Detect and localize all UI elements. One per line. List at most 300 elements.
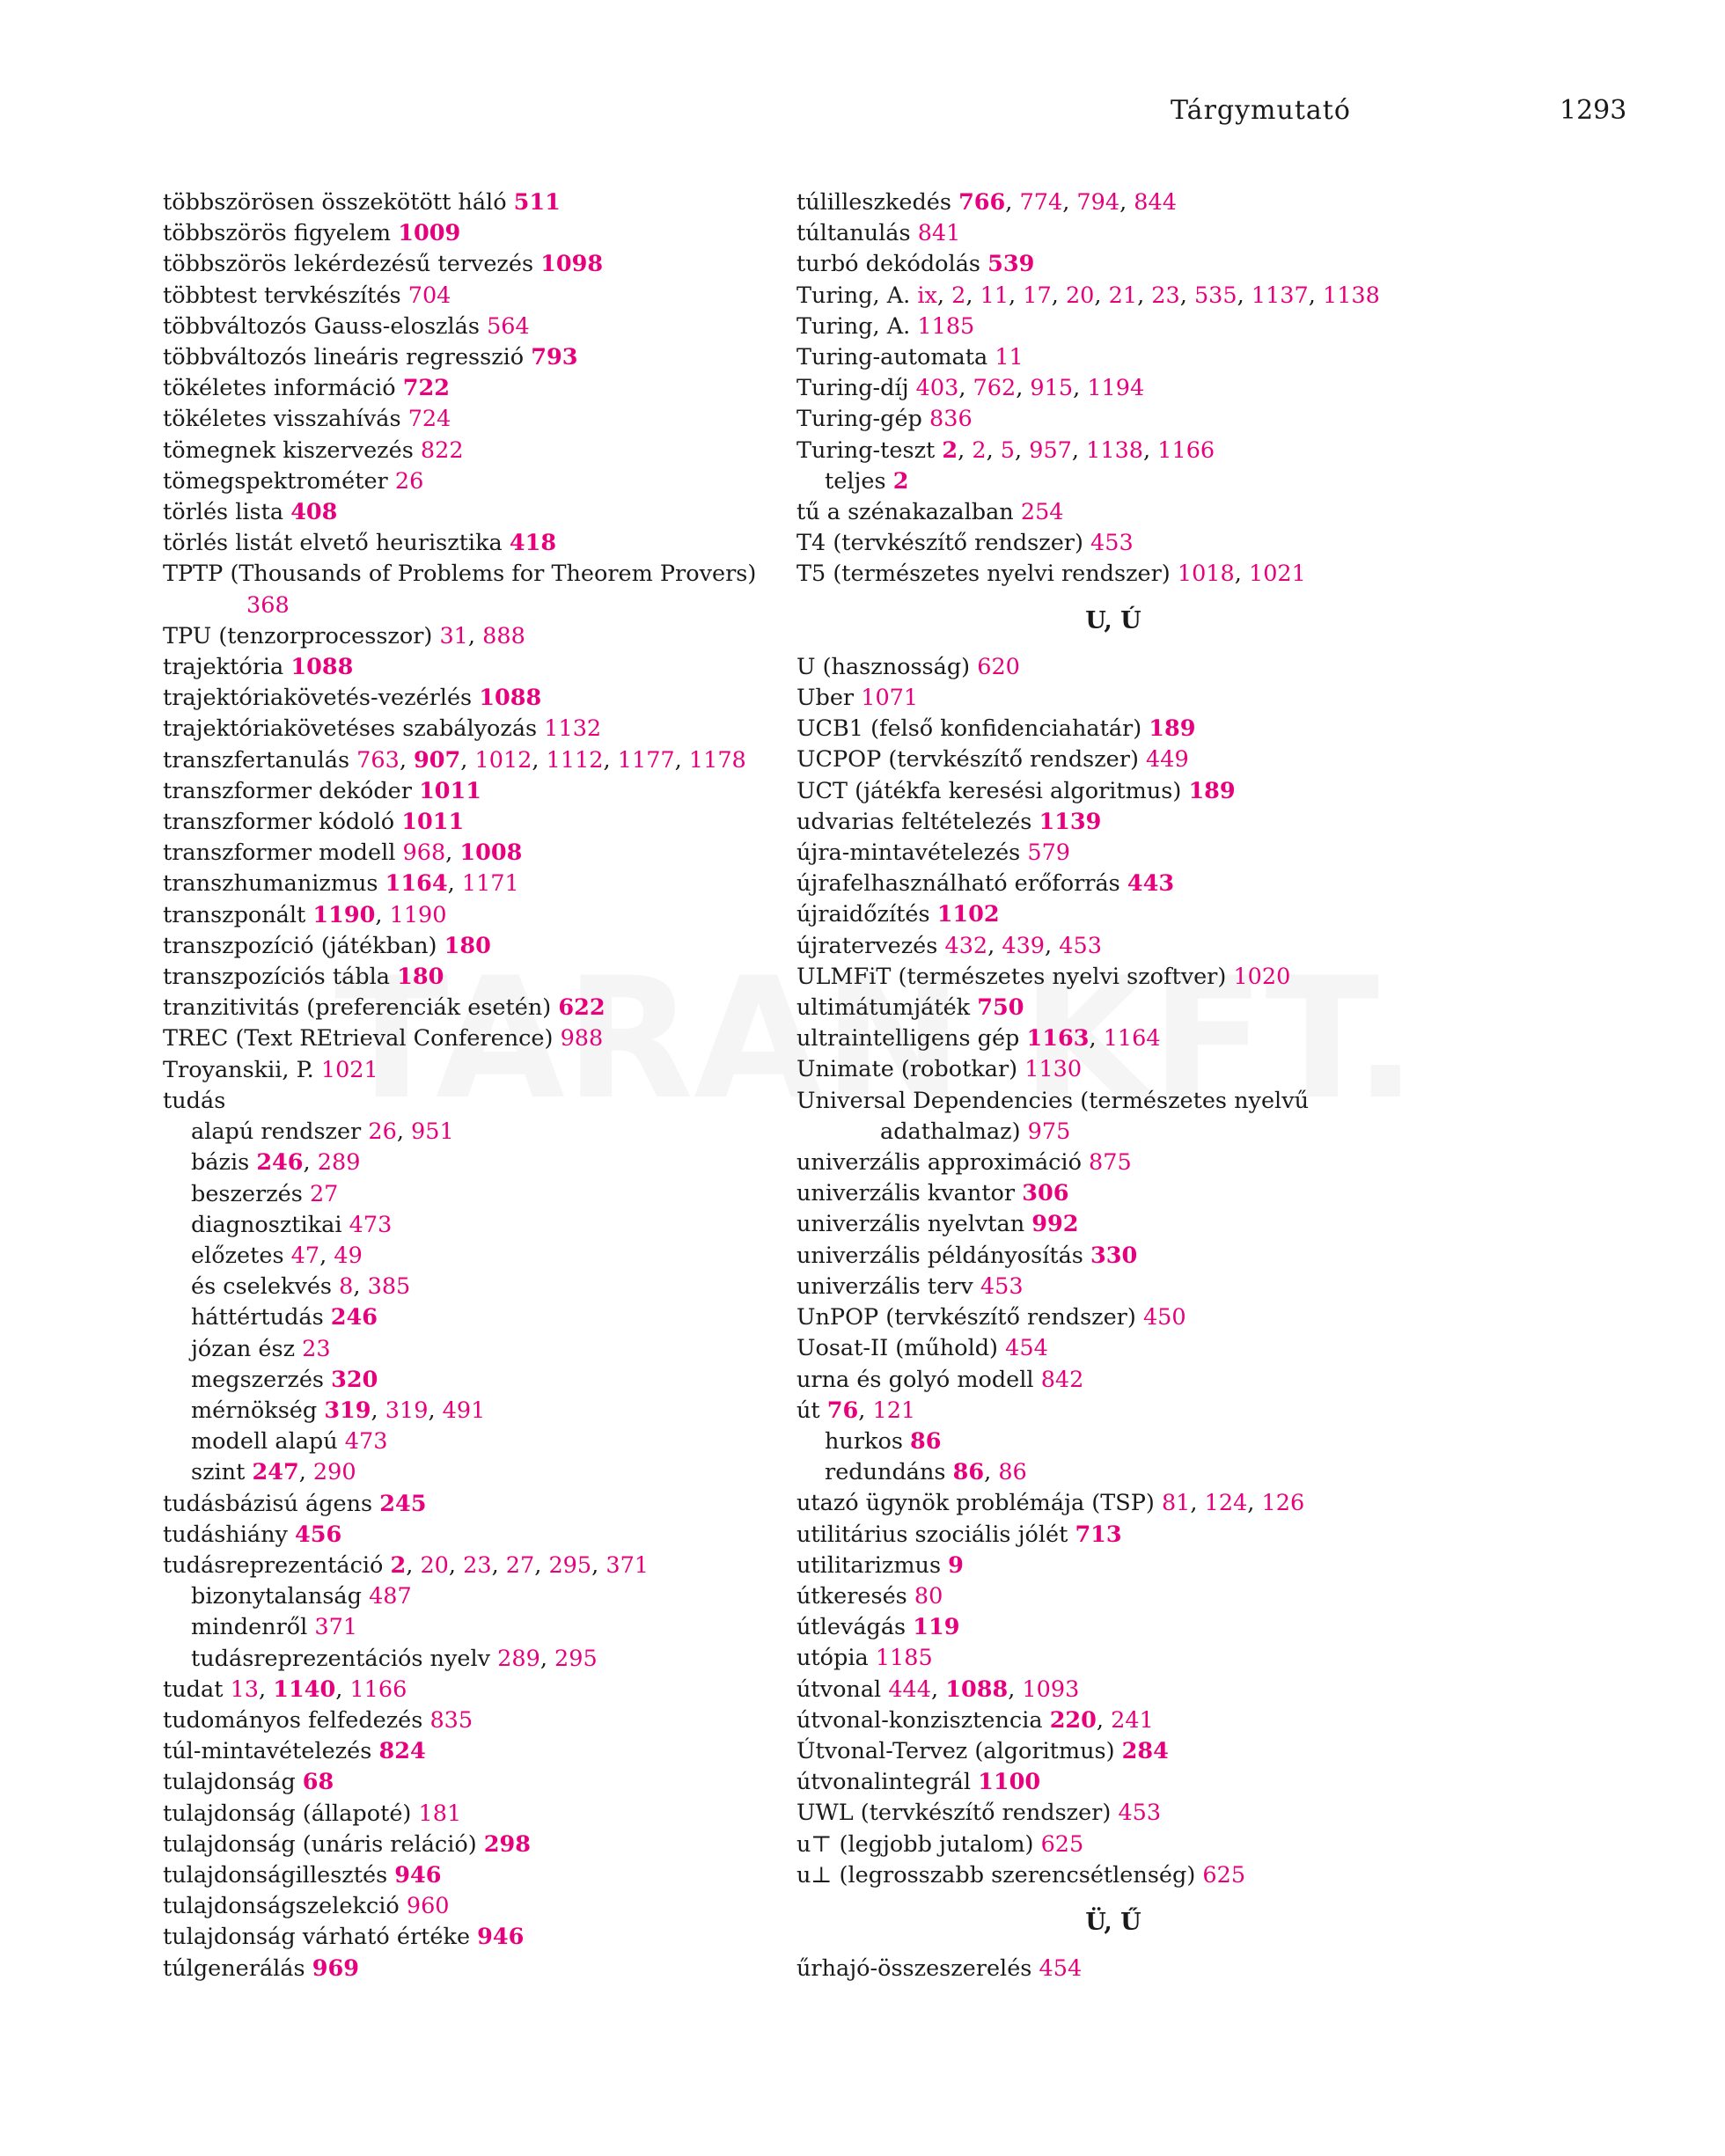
page-reference-link[interactable]: 763 [356,746,400,774]
index-subentry [163,1302,796,1333]
page-reference-link[interactable]: 23 [1151,282,1180,309]
page-reference-link[interactable]: ix [917,282,937,309]
page-reference-link[interactable]: 86 [910,1427,942,1455]
page-reference-link[interactable]: 1177 [617,746,675,774]
index-term: univerzális nyelvtan [796,1211,1025,1238]
page-reference-link[interactable]: 579 [1027,840,1071,867]
page-reference-link[interactable]: 2 [951,282,966,309]
index-term: tulajdonság várható értéke [163,1924,471,1951]
index-term: újrafelhasználható erőforrás [796,870,1120,898]
page-reference-link[interactable]: 473 [349,1211,393,1238]
index-entry [163,1830,796,1860]
page-reference-link[interactable]: 1009 [398,220,461,247]
page-reference-link[interactable]: 31 [439,622,468,649]
running-title: Tárgymutató [1171,95,1351,126]
index-subentry [796,1426,1430,1457]
index-term: Útvonal-Tervez (algoritmus) [796,1737,1115,1764]
page-reference-link[interactable]: 1185 [917,312,975,340]
index-entry [163,962,796,993]
page-reference-link[interactable]: 86 [998,1459,1027,1486]
page-reference-link[interactable]: 180 [444,932,491,959]
page-reference-link[interactable]: 1018 [1177,561,1235,588]
index-entry [163,1891,796,1922]
page-reference-link[interactable]: 27 [505,1551,535,1579]
index-term: többszörösen összekötött háló [163,189,507,216]
index-subentry [796,466,1430,497]
page-reference-link[interactable]: 1164 [1103,1025,1161,1052]
page-reference-link[interactable]: 1171 [461,870,519,898]
index-entry [163,652,796,683]
index-term: transzpozíciós tábla [163,964,390,991]
page-reference-link[interactable]: 2 [972,436,987,464]
index-subentry [163,1210,796,1241]
index-entry [796,652,1430,683]
page-reference-link[interactable]: 20 [1065,282,1095,309]
index-term: tudásreprezentációs nyelv [191,1645,491,1672]
page-reference-link[interactable]: 722 [402,375,450,402]
index-entry [796,1054,1430,1085]
page-reference-link[interactable]: 246 [330,1304,378,1331]
page-reference-link[interactable]: 822 [420,436,464,464]
page-reference-link[interactable]: 1088 [945,1676,1009,1703]
page-reference-link[interactable]: 11 [995,344,1024,371]
index-entry: utazó ügynök problémája (TSP) 81, 124, 126 [796,1490,1305,1517]
page-reference-link[interactable]: 1098 [540,251,604,278]
index-entry [163,312,796,342]
index-term: beszerzés [191,1180,303,1207]
page-reference-link[interactable]: 1071 [861,685,919,712]
index-subentry: bázis 246, 289 [191,1149,361,1177]
index-term: és cselekvés [191,1273,333,1301]
page-reference-link[interactable]: 625 [1202,1861,1246,1888]
page-reference-link[interactable]: 330 [1090,1242,1138,1269]
page-reference-link[interactable]: 284 [1121,1737,1169,1764]
page-reference-link[interactable]: 1088 [479,685,542,712]
page-reference-link[interactable]: 1163 [1026,1025,1090,1052]
index-term: többváltozós Gauss-eloszlás [163,312,480,340]
section-heading-u: U, Ú [1085,606,1141,634]
index-entry [163,1705,796,1736]
index-term: UCPOP (tervkészítő rendszer) [796,746,1139,774]
index-term: TREC (Text REtrieval Conference) [163,1025,554,1052]
page-reference-link[interactable]: 306 [1022,1180,1069,1207]
index-entry [796,1086,1430,1148]
index-entry [796,497,1430,528]
index-entry: TPU (tenzorprocesszor) 31, 888 [163,622,525,649]
index-subentry: szint 247, 290 [191,1459,356,1486]
page-reference-link[interactable]: 86 [952,1459,985,1486]
page-reference-link[interactable]: 620 [977,653,1020,680]
page-reference-link[interactable]: 454 [1039,1955,1083,1983]
index-term: U (hasznosság) [796,653,971,680]
page-reference-link[interactable]: 491 [442,1397,486,1424]
page-reference-link[interactable]: 247 [252,1459,299,1486]
index-entry [163,528,796,559]
page-reference-link[interactable]: 368 [246,591,290,619]
index-term: tulajdonságszelekció [163,1893,400,1920]
page-reference-link[interactable]: 126 [1261,1490,1305,1517]
page-reference-link[interactable]: 23 [463,1551,492,1579]
page-reference-link[interactable]: 439 [1002,932,1046,959]
index-term: többszörös figyelem [163,220,392,247]
index-entry [796,1767,1430,1798]
page-reference-link[interactable]: 26 [368,1118,397,1146]
index-term: UWL (tervkészítő rendszer) [796,1800,1112,1827]
index-entry: Turing-teszt 2, 2, 5, 957, 1138, 1166 [796,436,1215,464]
index-column-right [796,187,1430,1984]
page-reference-link[interactable]: 844 [1134,189,1177,216]
page-reference-link[interactable]: 27 [309,1180,339,1207]
index-term: UnPOP (tervkészítő rendszer) [796,1304,1136,1331]
page-reference-link[interactable]: 1166 [1157,436,1215,464]
page-reference-link[interactable]: 1138 [1086,436,1144,464]
page-reference-link[interactable]: 68 [302,1769,334,1796]
page-reference-link[interactable]: 824 [378,1738,426,1765]
index-list-u [796,652,1430,1891]
page-reference-link[interactable]: 1012 [474,746,532,774]
page-reference-link[interactable]: 17 [1023,282,1052,309]
page-reference-link[interactable]: 408 [290,499,338,526]
page-reference-link[interactable]: 487 [369,1583,412,1610]
index-entry [796,1365,1430,1396]
index-term: űrhajó-összeszerelés [796,1955,1032,1983]
page-reference-link[interactable]: 20 [420,1551,449,1579]
page-reference-link[interactable]: 836 [929,406,973,433]
page-reference-link[interactable]: 762 [973,375,1017,402]
index-entry [796,869,1430,899]
page-reference-link[interactable]: 371 [606,1551,650,1579]
index-column-left [163,187,796,1984]
page-reference-link[interactable]: 9 [948,1551,964,1579]
index-subentry: alapú rendszer 26, 951 [191,1118,454,1146]
index-term: Turing-díj [796,375,909,402]
index-term: transzpozíció (játékban) [163,932,437,959]
page-reference-link[interactable]: 298 [483,1830,532,1858]
index-entry [796,249,1430,280]
index-entry [163,1922,796,1953]
page-reference-link[interactable]: 443 [1127,870,1175,898]
index-entry: T5 (természetes nyelvi rendszer) 1018, 1021 [796,561,1306,588]
index-entry [163,497,796,528]
index-entry [796,1830,1430,1860]
page-reference-link[interactable]: 960 [406,1893,450,1920]
page-reference-link[interactable]: 1088 [290,654,354,681]
page-reference-link[interactable]: 564 [487,312,530,340]
index-entry [796,1551,1430,1581]
page-reference-link[interactable]: 181 [418,1800,462,1827]
page-reference-link[interactable]: 80 [914,1582,943,1610]
page-reference-link[interactable]: 968 [402,840,446,867]
page-reference-link[interactable]: 1185 [875,1645,933,1672]
page-reference-link[interactable]: 5 [1000,436,1016,464]
index-term: törlés lista [163,499,284,526]
index-entry: tudásreprezentáció 2, 20, 23, 27, 295, 371 [163,1551,650,1579]
index-entry [163,1086,796,1117]
index-entry [163,776,796,807]
page-reference-link[interactable]: 8 [339,1273,354,1301]
index-term: univerzális példányosítás [796,1242,1083,1269]
index-entry [163,807,796,838]
page-reference-link[interactable]: 1112 [546,746,604,774]
page-reference-link[interactable]: 957 [1029,436,1072,464]
page-reference-link[interactable]: 403 [915,375,959,402]
index-entry [163,714,796,744]
index-entry [163,373,796,404]
index-term: transzformer dekóder [163,777,412,804]
page-reference-link[interactable]: 1100 [978,1769,1041,1796]
index-term: univerzális approximáció [796,1149,1082,1177]
page-reference-link[interactable]: 453 [980,1272,1024,1300]
page-reference-link[interactable]: 750 [977,994,1024,1022]
index-term: mérnökség [191,1397,318,1424]
page-reference-link[interactable]: 124 [1204,1490,1248,1517]
page-reference-link[interactable]: 794 [1076,189,1120,216]
index-term: törlés listát elvető heurisztika [163,530,503,557]
index-subentry [163,1581,796,1612]
page-reference-link[interactable]: 946 [477,1924,525,1951]
page-reference-link[interactable]: 835 [429,1706,473,1734]
page-reference-link[interactable]: 1139 [1039,808,1102,835]
index-entry [163,931,796,962]
page-reference-link[interactable]: 220 [1049,1706,1097,1734]
index-term: Troyanskii, P. [163,1056,314,1083]
index-term: tudásreprezentáció [163,1551,384,1579]
page-reference-link[interactable]: 21 [1108,282,1138,309]
index-entry: tudat 13, 1140, 1166 [163,1676,407,1703]
page-reference-link[interactable]: 975 [1027,1118,1071,1145]
page-reference-link[interactable]: 888 [482,622,525,649]
page-reference-link[interactable]: 766 [958,189,1006,216]
page-reference-link[interactable]: 47 [290,1242,320,1269]
index-term: út [796,1397,820,1424]
index-term: Turing-automata [796,344,988,371]
page-reference-link[interactable]: 246 [256,1149,304,1177]
page-reference-link[interactable]: 444 [888,1676,931,1703]
index-term: tulajdonságillesztés [163,1861,388,1888]
index-term: utazó ügynök problémája (TSP) [796,1490,1155,1517]
page-reference-link[interactable]: 245 [379,1490,427,1517]
page-reference-link[interactable]: 453 [1059,932,1102,959]
index-term: tű a szénakazalban [796,499,1014,526]
index-entry [163,281,796,312]
page-reference-link[interactable]: 1011 [419,777,482,804]
page-reference-link[interactable]: 793 [531,344,578,371]
index-term: Turing, A. [796,282,911,309]
page-reference-link[interactable]: 907 [414,746,461,774]
page-reference-link[interactable]: 290 [312,1459,356,1486]
page-reference-link[interactable]: 539 [987,251,1035,278]
index-entry [796,1581,1430,1612]
index-term: újraidőzítés [796,901,930,928]
index-subentry: tudásreprezentációs nyelv 289, 295 [191,1645,598,1672]
index-term: tudáshiány [163,1521,288,1548]
index-term: tökéletes visszahívás [163,406,401,433]
page-reference-link[interactable]: 992 [1031,1211,1079,1238]
index-entry [796,776,1430,807]
page-reference-link[interactable]: 1164 [385,870,448,898]
page-reference-link[interactable]: 1178 [688,746,746,774]
page-reference-link[interactable]: 1140 [273,1676,336,1703]
index-term: túlgenerálás [163,1954,305,1982]
page-reference-link[interactable]: 26 [394,467,424,495]
page-reference-link[interactable]: 385 [367,1273,411,1301]
page-reference-link[interactable]: 289 [497,1645,540,1672]
page-reference-link[interactable]: 76 [826,1397,859,1424]
index-entry [796,342,1430,373]
index-subentry [163,1426,796,1457]
page-reference-link[interactable]: 289 [317,1149,361,1177]
page-reference-link[interactable]: 2 [892,467,909,495]
page-reference-link[interactable]: 319 [324,1397,371,1424]
index-term: trajektória [163,654,284,681]
page-reference-link[interactable]: 371 [314,1614,358,1641]
index-term: u⊥ (legrosszabb szerencsétlenség) [796,1861,1196,1888]
page-reference-link[interactable]: 295 [554,1645,598,1672]
page-reference-link[interactable]: 1093 [1022,1676,1080,1703]
index-entry [163,559,796,620]
page-reference-link[interactable]: 241 [1111,1706,1154,1734]
page-reference-link[interactable]: 915 [1030,375,1074,402]
page-reference-link[interactable]: 946 [394,1861,442,1888]
index-entry [163,1767,796,1798]
index-term: tudásbázisú ágens [163,1490,373,1517]
page-number: 1293 [1560,95,1627,126]
page-reference-link[interactable]: 969 [312,1954,359,1982]
index-entry [796,807,1430,838]
index-term: redundáns [825,1459,946,1486]
index-entry [796,1954,1430,1984]
index-term: TPU (tenzorprocesszor) [163,622,433,649]
index-term: utilitárius szociális jólét [796,1521,1068,1548]
page-reference-link[interactable]: 1021 [320,1056,378,1083]
index-entry [163,1736,796,1767]
index-term: Uosat-II (műhold) [796,1335,999,1362]
page-reference-link[interactable]: 320 [331,1366,378,1393]
page-reference-link[interactable]: 189 [1188,777,1236,804]
page-reference-link[interactable]: 841 [917,220,961,247]
index-term: újratervezés [796,932,938,959]
page-reference-link[interactable]: 1130 [1024,1056,1083,1083]
page-reference-link[interactable]: 875 [1089,1149,1132,1177]
page-reference-link[interactable]: 453 [1118,1800,1162,1827]
page-reference-link[interactable]: 535 [1193,282,1237,309]
page-reference-link[interactable]: 774 [1019,189,1063,216]
page-reference-link[interactable]: 11 [980,282,1009,309]
index-subentry: előzetes 47, 49 [191,1242,363,1269]
page-reference-link[interactable]: 449 [1146,746,1189,774]
page-reference-link[interactable]: 454 [1005,1335,1048,1362]
page-reference-link[interactable]: 842 [1040,1366,1084,1393]
index-term: józan ész [191,1335,296,1362]
page-reference-link[interactable]: 713 [1075,1521,1122,1548]
page-reference-link[interactable]: 1011 [401,809,465,836]
page-reference-link[interactable]: 511 [513,189,561,216]
page-reference-link[interactable]: 180 [397,964,444,991]
page-reference-link[interactable]: 119 [913,1614,960,1641]
page-reference-link[interactable]: 254 [1020,499,1064,526]
page-reference-link[interactable]: 121 [872,1397,916,1424]
index-term: túltanulás [796,220,911,247]
page-reference-link[interactable]: 473 [344,1428,388,1456]
page-reference-link[interactable]: 1137 [1251,282,1309,309]
page-reference-link[interactable]: 1102 [936,901,1000,928]
page-reference-link[interactable]: 1138 [1322,282,1380,309]
index-term: újra-mintavételezés [796,840,1021,867]
page-reference-link[interactable]: 432 [944,932,988,959]
page-reference-link[interactable]: 625 [1040,1830,1084,1858]
index-subentry [163,1365,796,1396]
index-subentry [163,1179,796,1210]
page-reference-link[interactable]: 456 [295,1521,342,1548]
page-reference-link[interactable]: 295 [548,1551,592,1579]
page-reference-link[interactable]: 1020 [1233,963,1291,990]
page-reference-link[interactable]: 951 [411,1118,454,1146]
page-reference-link[interactable]: 81 [1161,1490,1191,1517]
page-reference-link[interactable]: 1194 [1087,375,1145,402]
index-term: turbó dekódolás [796,251,980,278]
page-reference-link[interactable]: 23 [302,1335,331,1362]
page-reference-link[interactable]: 319 [385,1397,429,1424]
page-reference-link[interactable]: 453 [1090,530,1134,557]
page-reference-link[interactable]: 418 [509,530,557,557]
index-entry [796,528,1430,559]
index-term: urna és golyó modell [796,1366,1034,1393]
index-entry [163,683,796,714]
index-entry: transzponált 1190, 1190 [163,901,447,928]
index-term: teljes [825,467,886,495]
page-reference-link[interactable]: 1021 [1248,561,1306,588]
index-entry [796,1520,1430,1551]
page-reference-link[interactable]: 622 [558,994,606,1022]
page-reference-link[interactable]: 1190 [389,901,447,928]
index-entry: ultraintelligens gép 1163, 1164 [796,1025,1161,1052]
index-entry [163,1055,796,1086]
page-reference-link[interactable]: 450 [1142,1304,1186,1331]
index-term: Unimate (robotkar) [796,1056,1018,1083]
index-term: tömegspektrométer [163,467,388,495]
index-term: UCT (játékfa keresési algoritmus) [796,777,1182,804]
index-term: tulajdonság (unáris reláció) [163,1830,477,1858]
index-entry [796,1241,1430,1272]
index-term: útvonalintegrál [796,1769,971,1796]
page-reference-link[interactable]: 2 [942,436,958,464]
index-entry [796,962,1430,993]
page-reference-link[interactable]: 988 [560,1025,604,1052]
index-entry: Turing, A. ix, 2, 11, 17, 20, 21, 23, 535, 1137, 1138 [796,282,1380,309]
index-entry [796,744,1430,775]
index-term: alapú rendszer [191,1118,362,1146]
page-reference-link[interactable]: 2 [390,1551,407,1579]
index-term: tudományos felfedezés [163,1706,423,1734]
page-reference-link[interactable]: 13 [230,1676,260,1703]
index-term: modell alapú [191,1428,338,1456]
index-term: transzformer modell [163,840,396,867]
page-reference-link[interactable]: 1132 [544,715,602,743]
page-reference-link[interactable]: 189 [1149,715,1196,743]
index-entry: útvonal 444, 1088, 1093 [796,1676,1080,1703]
index-term: u⊤ (legjobb jutalom) [796,1830,1034,1858]
index-entry [796,1612,1430,1643]
page-reference-link[interactable]: 704 [407,282,451,309]
page-reference-link[interactable]: 724 [407,406,451,433]
page-reference-link[interactable]: 1008 [459,840,523,867]
index-entry: transzhumanizmus 1164, 1171 [163,870,519,898]
index-term: univerzális kvantor [796,1180,1016,1207]
page-reference-link[interactable]: 1190 [312,901,376,928]
page-reference-link[interactable]: 1166 [349,1676,407,1703]
page-reference-link[interactable]: 49 [334,1242,363,1269]
index-term: T5 (természetes nyelvi rendszer) [796,561,1171,588]
